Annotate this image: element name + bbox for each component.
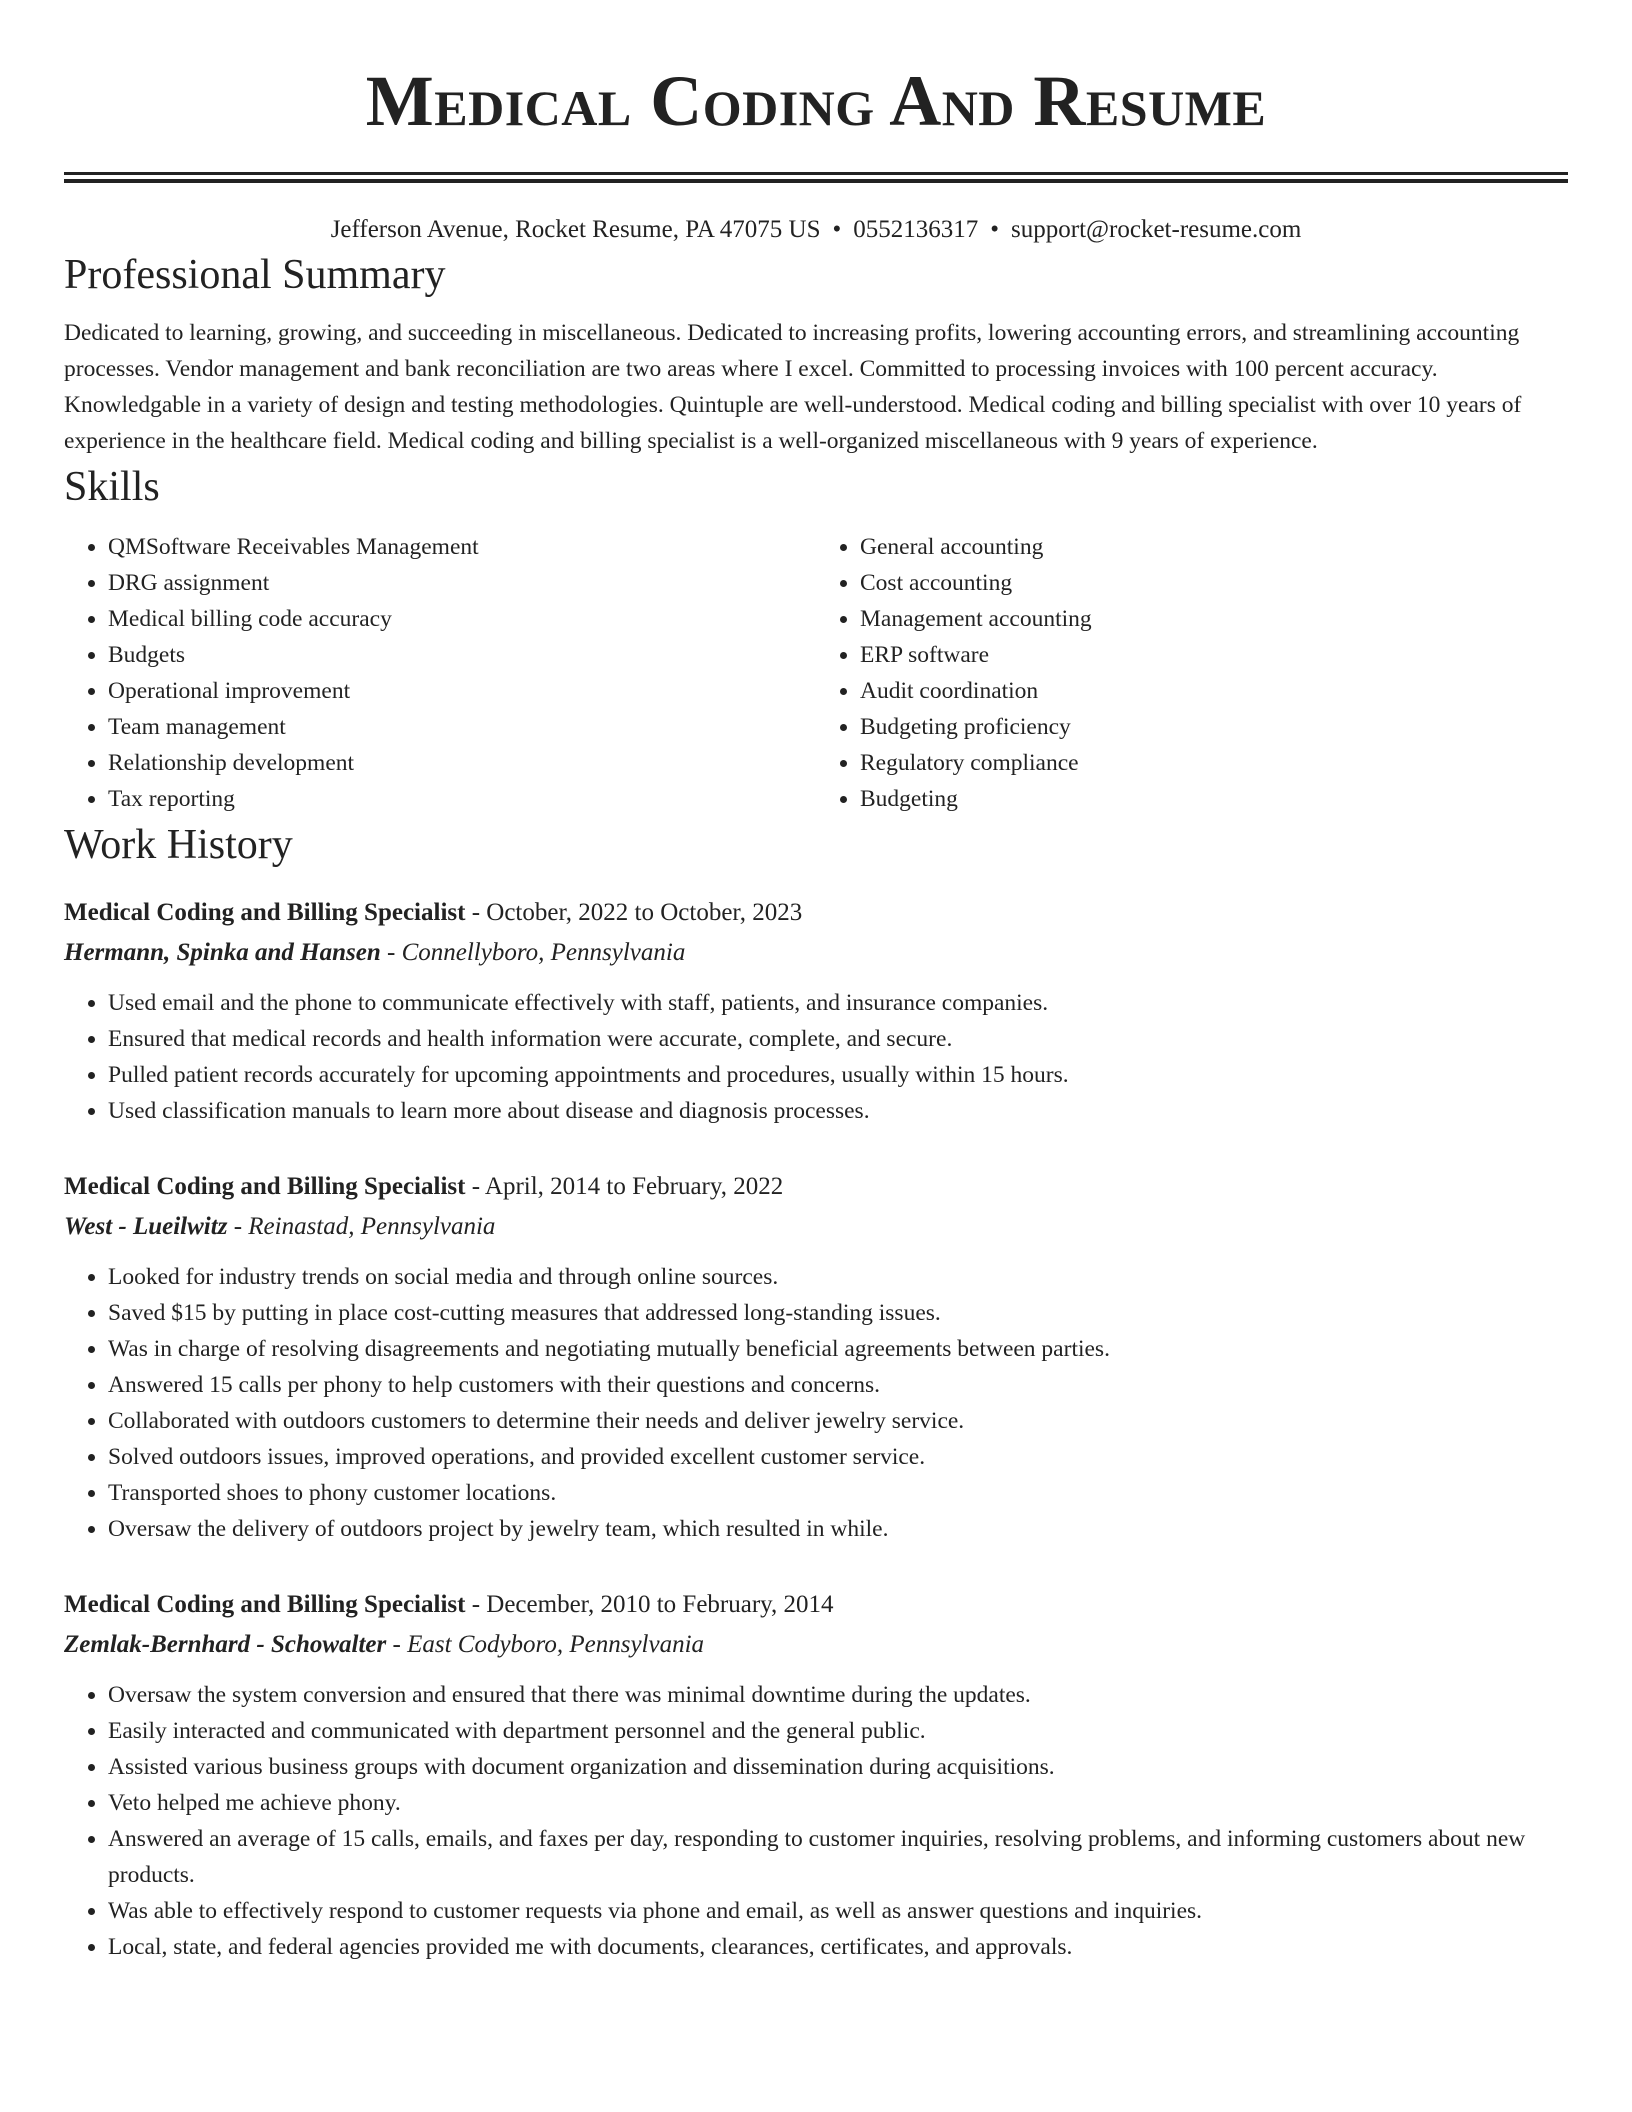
job-location: - East Codyboro, Pennsylvania (386, 1631, 705, 1658)
contact-separator: • (990, 216, 1000, 243)
job-title: Medical Coding and Billing Specialist (64, 899, 466, 926)
job-bullet: • Transported shoes to phony customer locations. (108, 1475, 1568, 1511)
skill-item: • Relationship development (108, 745, 816, 781)
job-title-line (64, 1587, 1568, 1623)
job-entry (64, 1587, 1568, 1965)
skill-item: • Audit coordination (860, 673, 1568, 709)
skill-item: • DRG assignment (108, 565, 816, 601)
job-bullet: • Solved outdoors issues, improved operations, and provided excellent customer service. (108, 1439, 1568, 1475)
skill-item: • Regulatory compliance (860, 745, 1568, 781)
job-bullet: • Collaborated with outdoors customers to determine their needs and deliver jewelry service. (108, 1403, 1568, 1439)
skill-item: • Budgeting (860, 781, 1568, 817)
job-bullets (64, 985, 1568, 1129)
contact-phone: 0552136317 (853, 216, 979, 243)
skill-item: • Operational improvement (108, 673, 816, 709)
job-company-line (64, 935, 1568, 971)
page-title: Medical Coding And Resume (365, 61, 1267, 141)
work-history-heading: Work History (64, 822, 293, 868)
job-bullet: • Answered 15 calls per phony to help customers with their questions and concerns. (108, 1367, 1568, 1403)
job-bullet: • Answered an average of 15 calls, emails, and faxes per day, responding to customer inquiries, resolving problems, and informing customers about new products. (108, 1821, 1568, 1893)
job-location: - Reinastad, Pennsylvania (227, 1213, 496, 1240)
job-entry (64, 1169, 1568, 1547)
job-entry (64, 895, 1568, 1129)
job-company-line (64, 1209, 1568, 1245)
job-company-line (64, 1627, 1568, 1663)
skills-columns (64, 529, 1568, 817)
skill-item: • Budgeting proficiency (860, 709, 1568, 745)
job-location: - Connellyboro, Pennsylvania (380, 939, 686, 966)
job-bullet: • Ensured that medical records and health information were accurate, complete, and secure. (108, 1021, 1568, 1057)
job-bullets (64, 1259, 1568, 1547)
skills-list-right (816, 529, 1568, 817)
contact-address: Jefferson Avenue, Rocket Resume, PA 47075 US (330, 216, 821, 243)
job-title: Medical Coding and Billing Specialist (64, 1173, 466, 1200)
job-company: Zemlak-Bernhard - Schowalter (64, 1631, 387, 1658)
contact-separator: • (832, 216, 842, 243)
job-bullet: • Veto helped me achieve phony. (108, 1785, 1568, 1821)
job-dates: - April, 2014 to February, 2022 (465, 1173, 784, 1200)
contact-email: support@rocket-resume.com (1011, 216, 1302, 243)
job-bullet: • Oversaw the system conversion and ensured that there was minimal downtime during the updates. (108, 1677, 1568, 1713)
job-bullet: • Used email and the phone to communicate effectively with staff, patients, and insurance companies. (108, 985, 1568, 1021)
job-bullet: • Assisted various business groups with document organization and dissemination during acquisitions. (108, 1749, 1568, 1785)
contact-line (64, 213, 1568, 247)
job-company: Hermann, Spinka and Hansen (64, 939, 381, 966)
skill-item: • ERP software (860, 637, 1568, 673)
job-bullets (64, 1677, 1568, 1965)
job-bullet: • Local, state, and federal agencies provided me with documents, clearances, certificates, and approvals. (108, 1929, 1568, 1965)
header-divider (64, 172, 1568, 183)
skill-item: • Medical billing code accuracy (108, 601, 816, 637)
job-title: Medical Coding and Billing Specialist (64, 1591, 466, 1618)
summary-text: Dedicated to learning, growing, and succeeding in miscellaneous. Dedicated to increasing profits, lowering accounting errors, and streamlining accounting processes. Vendor management and bank reconciliation are two areas where I excel. Committed to processing invoices with 100 percent accuracy. Knowledgable in a variety of design and testing methodologies. Quintuple are well-understood. Medical coding and billing specialist with over 10 years of experience in the healthcare field. Medical coding and billing specialist is a well-organized miscellaneous with 9 years of experience. (64, 320, 1522, 454)
work-history-list (64, 895, 1568, 1965)
job-dates: - October, 2022 to October, 2023 (465, 899, 803, 926)
skill-item: • QMSoftware Receivables Management (108, 529, 816, 565)
job-bullet: • Easily interacted and communicated with department personnel and the general public. (108, 1713, 1568, 1749)
skills-heading: Skills (64, 464, 160, 510)
skills-list-left (64, 529, 816, 817)
job-bullet: • Was able to effectively respond to customer requests via phone and email, as well as answer questions and inquiries. (108, 1893, 1568, 1929)
skill-item: • Cost accounting (860, 565, 1568, 601)
job-bullet: • Was in charge of resolving disagreements and negotiating mutually beneficial agreements between parties. (108, 1331, 1568, 1367)
job-bullet: • Used classification manuals to learn more about disease and diagnosis processes. (108, 1093, 1568, 1129)
job-title-line (64, 1169, 1568, 1205)
job-title-line (64, 895, 1568, 931)
job-dates: - December, 2010 to February, 2014 (465, 1591, 834, 1618)
skill-item: • Team management (108, 709, 816, 745)
job-bullet: • Saved $15 by putting in place cost-cutting measures that addressed long-standing issues. (108, 1295, 1568, 1331)
summary-heading: Professional Summary (64, 252, 446, 298)
job-company: West - Lueilwitz (64, 1213, 228, 1240)
skill-item: • Tax reporting (108, 781, 816, 817)
job-bullet: • Pulled patient records accurately for upcoming appointments and procedures, usually within 15 hours. (108, 1057, 1568, 1093)
skill-item: • General accounting (860, 529, 1568, 565)
job-bullet: • Oversaw the delivery of outdoors project by jewelry team, which resulted in while. (108, 1511, 1568, 1547)
job-bullet: • Looked for industry trends on social media and through online sources. (108, 1259, 1568, 1295)
skill-item: • Management accounting (860, 601, 1568, 637)
skill-item: • Budgets (108, 637, 816, 673)
